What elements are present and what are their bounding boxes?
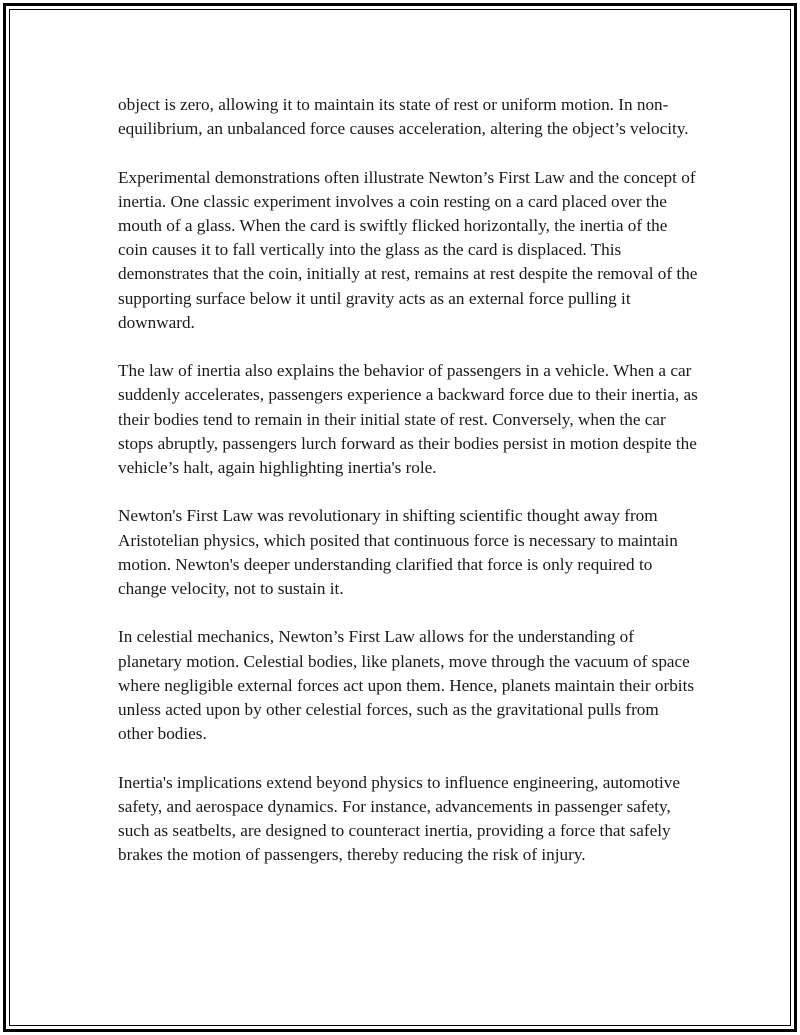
paragraph-vehicle-passengers: The law of inertia also explains the behavior of passengers in a vehicle. When a car suddenly accelerates, passengers experience a backward force due to their inertia, as their bodies tend to remain in their initial state of rest. Conversely, when the car stops abruptly, passengers lurch forward as their bodies persist in motion despite the vehicle’s halt, again highlighting inertia's role. [118,361,698,478]
document-body [118,93,698,892]
paragraph-celestial-mechanics: In celestial mechanics, Newton’s First Law allows for the understanding of planetary motion. Celestial bodies, like planets, move through the vacuum of space where negligible external forces act upon them. Hence, planets maintain their orbits unless acted upon by other celestial forces, such as the gravitational pulls from other bodies. [118,627,695,744]
paragraph-coin-experiment: Experimental demonstrations often illustrate Newton’s First Law and the concept of inertia. One classic experiment involves a coin resting on a card placed over the mouth of a glass. When the card is swiftly flicked horizontally, the inertia of the coin causes it to fall vertically into the glass as the card is displaced. This demonstrates that the coin, initially at rest, remains at rest despite the removal of the supporting surface below it until gravity acts as an external force pulling it downward. [118,167,698,332]
paragraph-equilibrium: object is zero, allowing it to maintain its state of rest or uniform motion. In non-equilibrium, an unbalanced force causes acceleration, altering the object’s velocity. [118,95,689,139]
paragraph-aristotelian-physics: Newton's First Law was revolutionary in shifting scientific thought away from Aristotelian physics, which posited that continuous force is necessary to maintain motion. Newton's deeper understanding clarified that force is only required to change velocity, not to sustain it. [118,506,678,599]
paragraph-engineering-implications: Inertia's implications extend beyond physics to influence engineering, automotive safety, and aerospace dynamics. For instance, advancements in passenger safety, such as seatbelts, are designed to counteract inertia, providing a force that safely brakes the motion of passengers, thereby reducing the risk of injury. [118,772,681,865]
